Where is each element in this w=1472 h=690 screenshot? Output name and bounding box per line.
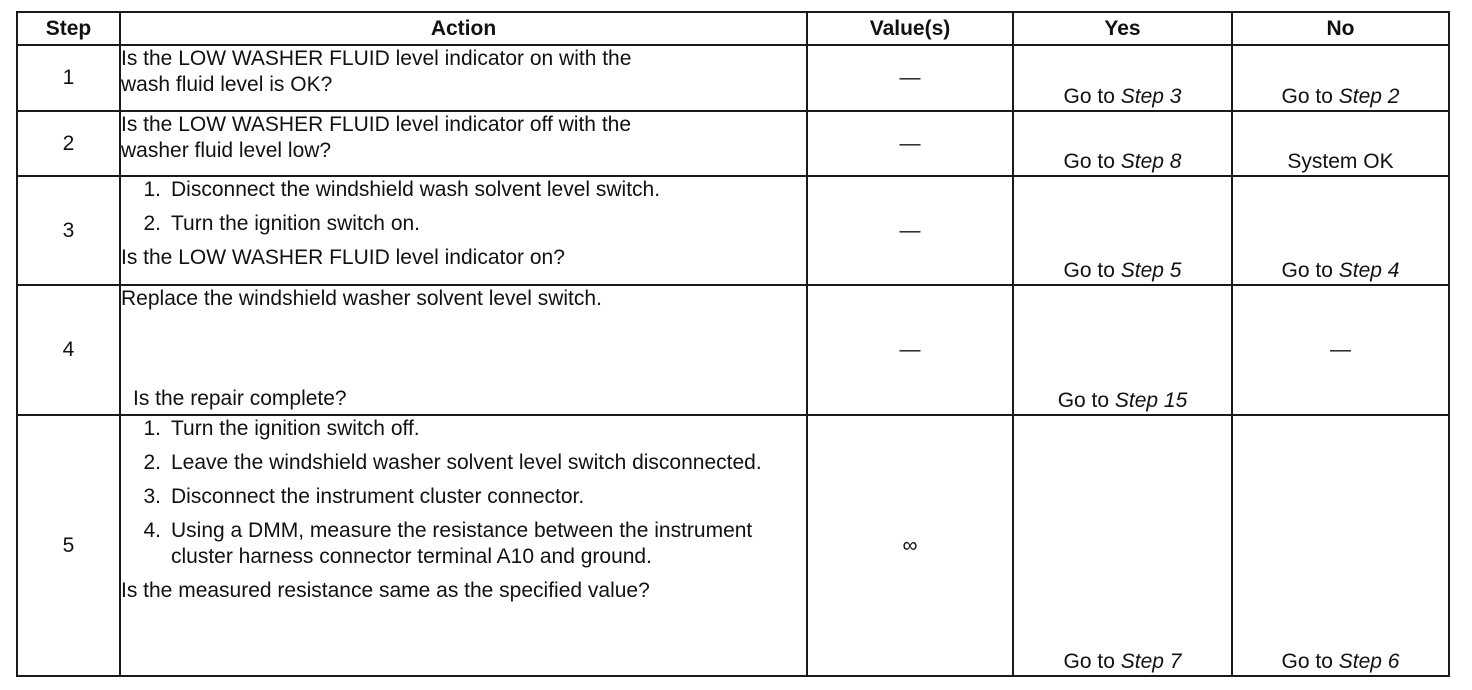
step-number: 4 — [17, 285, 120, 415]
yes-step-ref: Step 3 — [1120, 85, 1182, 108]
substep-text: Turn the ignition switch on. — [171, 212, 421, 235]
header-yes: Yes — [1013, 12, 1232, 45]
value-cell: — — [807, 176, 1013, 285]
action-text: Is the LOW WASHER FLUID level indicator on with the — [121, 47, 632, 70]
action-text: wash fluid level is OK? — [121, 73, 333, 96]
substep-number: 1. — [143, 178, 161, 201]
substep-number: 3. — [143, 485, 161, 508]
yes-prefix: Go to — [1057, 389, 1115, 412]
header-step: Step — [17, 12, 120, 45]
no-prefix: Go to — [1281, 259, 1339, 282]
action-cell — [120, 111, 807, 176]
no-cell — [1232, 415, 1449, 676]
step-number: 3 — [17, 176, 120, 285]
yes-cell — [1013, 111, 1232, 176]
yes-cell — [1013, 176, 1232, 285]
instruction-text: Replace the windshield washer solvent level switch. — [121, 287, 602, 310]
substep-text: Disconnect the instrument cluster connector. — [171, 485, 585, 508]
substep-number: 2. — [143, 451, 161, 474]
table-row — [17, 285, 1449, 415]
action-text: washer fluid level low? — [121, 139, 332, 162]
diagnostic-table — [16, 11, 1450, 677]
value-cell: — — [807, 111, 1013, 176]
table-row — [17, 415, 1449, 676]
substep — [121, 484, 806, 510]
substep — [121, 416, 806, 442]
question-text: Is the repair complete? — [133, 387, 347, 410]
no-cell: — — [1232, 285, 1449, 415]
no-cell: System OK — [1232, 111, 1449, 176]
yes-step-ref: Step 5 — [1120, 259, 1182, 282]
yes-prefix: Go to — [1063, 259, 1121, 282]
substep — [121, 518, 806, 570]
action-cell — [120, 45, 807, 111]
action-cell — [120, 415, 807, 676]
value-cell: — — [807, 285, 1013, 415]
no-step-ref: Step 2 — [1338, 85, 1400, 108]
yes-cell — [1013, 415, 1232, 676]
yes-step-ref: Step 15 — [1114, 389, 1188, 412]
substep-text: Using a DMM, measure the resistance between the instrument cluster harness connector terminal A10 and ground. — [171, 519, 753, 568]
header-row — [17, 12, 1449, 45]
action-cell — [120, 176, 807, 285]
table-row — [17, 45, 1449, 111]
substep-text: Disconnect the windshield wash solvent level switch. — [171, 178, 661, 201]
action-text: Is the LOW WASHER FLUID level indicator off with the — [121, 113, 632, 136]
step-number: 5 — [17, 415, 120, 676]
substep — [121, 211, 806, 237]
step-number: 1 — [17, 45, 120, 111]
yes-prefix: Go to — [1063, 150, 1121, 173]
header-action: Action — [120, 12, 807, 45]
no-prefix: Go to — [1281, 85, 1339, 108]
no-cell — [1232, 176, 1449, 285]
yes-prefix: Go to — [1063, 85, 1121, 108]
no-prefix: Go to — [1281, 650, 1339, 673]
header-values: Value(s) — [807, 12, 1013, 45]
substep-number: 4. — [143, 519, 161, 542]
action-cell — [120, 285, 807, 415]
substep-text: Turn the ignition switch off. — [171, 417, 420, 440]
yes-step-ref: Step 7 — [1120, 650, 1182, 673]
no-step-ref: Step 6 — [1338, 650, 1400, 673]
substep — [121, 450, 806, 476]
substep-text: Leave the windshield washer solvent level switch disconnected. — [171, 451, 762, 474]
yes-cell — [1013, 45, 1232, 111]
value-cell: ∞ — [807, 415, 1013, 676]
question-text: Is the measured resistance same as the specified value? — [121, 579, 650, 602]
header-no: No — [1232, 12, 1449, 45]
table-row — [17, 111, 1449, 176]
yes-prefix: Go to — [1063, 650, 1121, 673]
no-cell — [1232, 45, 1449, 111]
table-row — [17, 176, 1449, 285]
substep-number: 1. — [143, 417, 161, 440]
step-number: 2 — [17, 111, 120, 176]
yes-cell — [1013, 285, 1232, 415]
yes-step-ref: Step 8 — [1120, 150, 1182, 173]
substep-number: 2. — [143, 212, 161, 235]
value-cell: — — [807, 45, 1013, 111]
no-step-ref: Step 4 — [1338, 259, 1400, 282]
substep — [121, 177, 806, 203]
question-text: Is the LOW WASHER FLUID level indicator on? — [121, 246, 565, 269]
